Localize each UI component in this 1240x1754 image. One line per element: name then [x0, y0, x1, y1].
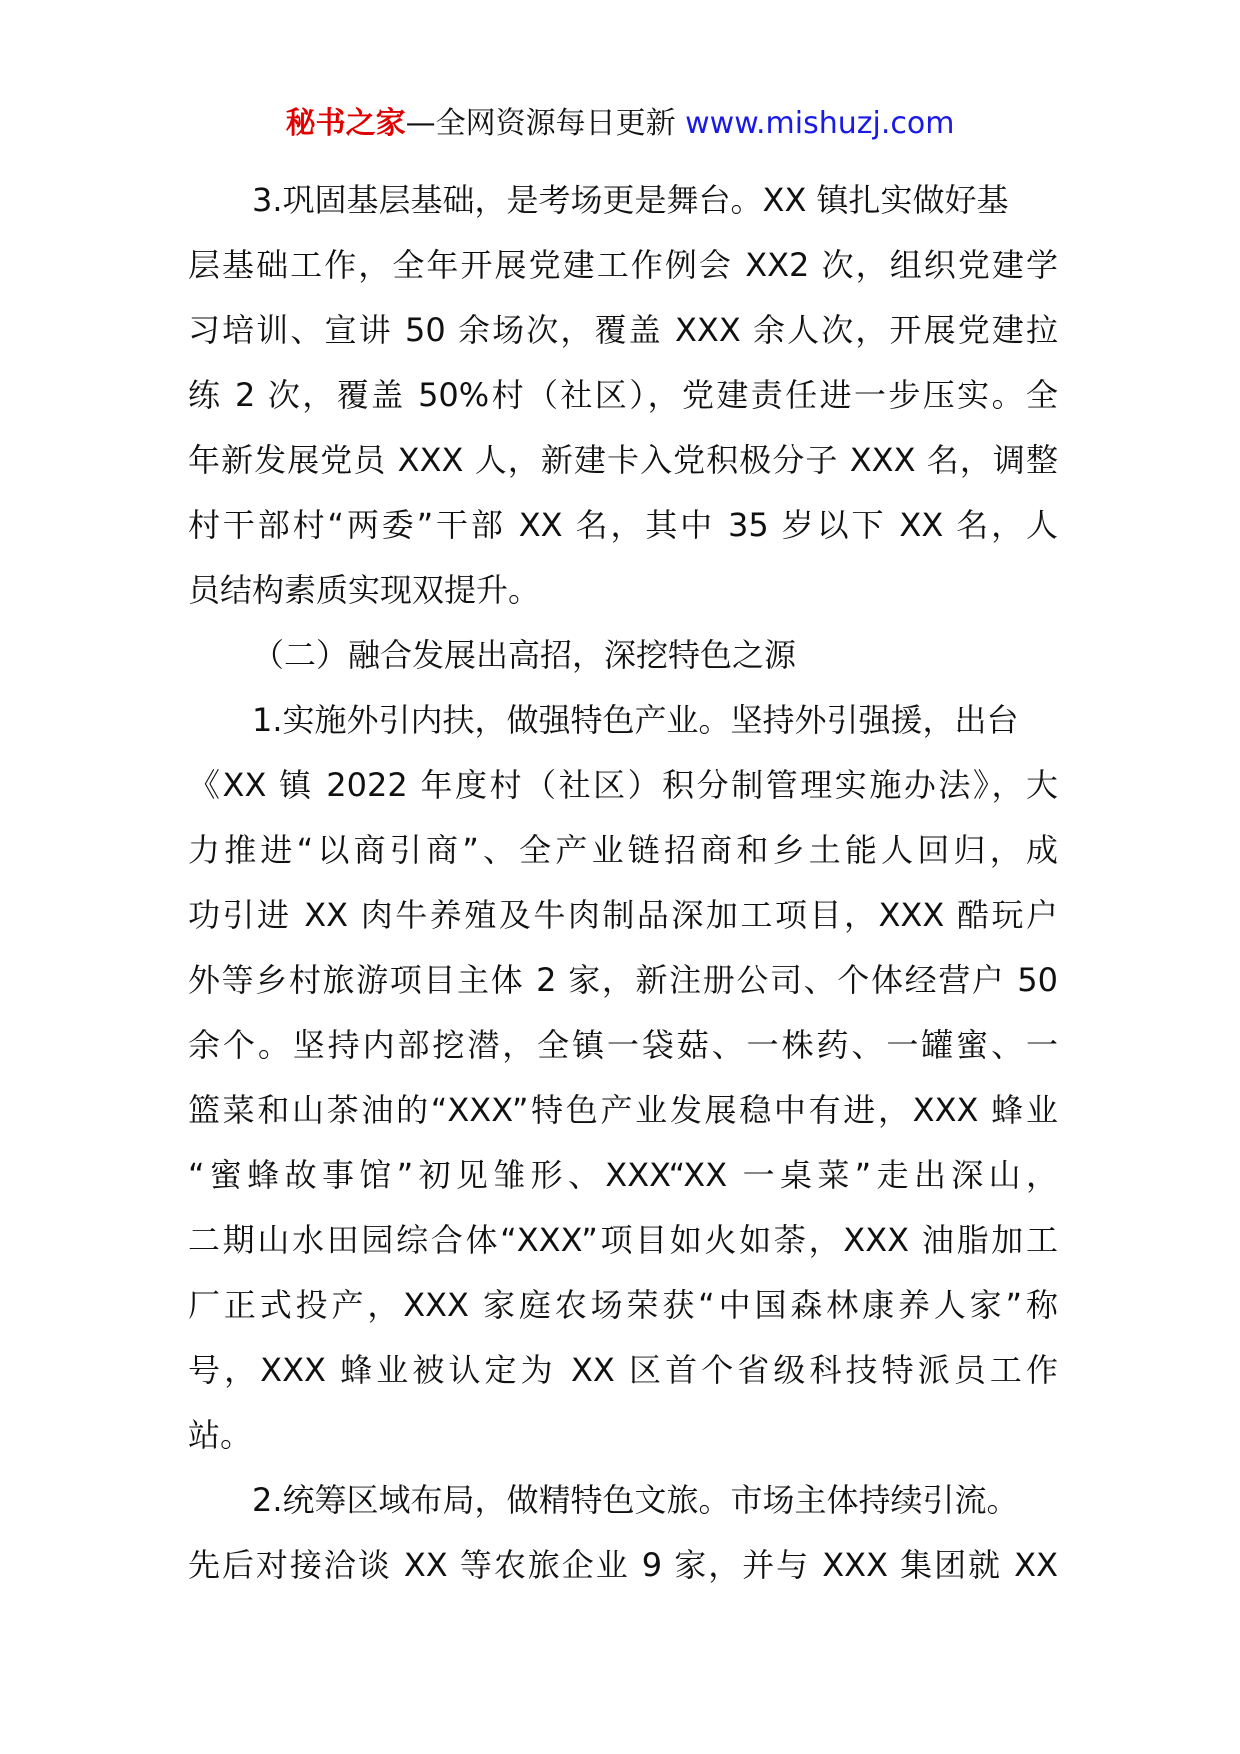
paragraph-line: 习培训、宣讲 50 余场次，覆盖 XXX 余人次，开展党建拉: [188, 311, 1058, 349]
paragraph-line: 二期山水田园综合体“XXX”项目如火如荼，XXX 油脂加工: [188, 1221, 1058, 1259]
paragraph-line: 年新发展党员 XXX 人，新建卡入党积极分子 XXX 名，调整: [188, 441, 1058, 479]
paragraph-line: 村干部村“两委”干部 XX 名，其中 35 岁以下 XX 名，人: [188, 506, 1058, 544]
section-heading: （二）融合发展出高招，深挖特色之源: [252, 636, 797, 674]
paragraph-line: 先后对接洽谈 XX 等农旅企业 9 家，并与 XXX 集团就 XX: [188, 1546, 1058, 1584]
header-tagline: —全网资源每日更新: [405, 106, 686, 141]
paragraph-line: 3.巩固基层基础，是考场更是舞台。XX 镇扎实做好基: [252, 181, 1009, 219]
paragraph-line: 功引进 XX 肉牛养殖及牛肉制品深加工项目，XXX 酷玩户: [188, 896, 1058, 934]
paragraph-line: 外等乡村旅游项目主体 2 家，新注册公司、个体经营户 50: [188, 961, 1058, 999]
paragraph-line: 《XX 镇 2022 年度村（社区）积分制管理实施办法》，大: [188, 766, 1058, 804]
paragraph-line: 2.统筹区域布局，做精特色文旅。市场主体持续引流。: [252, 1481, 1019, 1519]
header-brand: 秘书之家: [285, 106, 406, 141]
paragraph-line: 员结构素质实现双提升。: [188, 571, 541, 609]
paragraph-line: 号，XXX 蜂业被认定为 XX 区首个省级科技特派员工作: [188, 1351, 1058, 1389]
paragraph-line: 站。: [188, 1416, 253, 1454]
paragraph-line: 篮菜和山茶油的“XXX”特色产业发展稳中有进，XXX 蜂业: [188, 1091, 1058, 1129]
paragraph-line: 厂正式投产，XXX 家庭农场荣获“中国森林康养人家”称: [188, 1286, 1058, 1324]
document-body: [188, 168, 1058, 1598]
paragraph-line: 1.实施外引内扶，做强特色产业。坚持外引强援，出台: [252, 701, 1019, 739]
paragraph-line: 练 2 次，覆盖 50%村（社区），党建责任进一步压实。全: [188, 376, 1058, 414]
paragraph-line: “蜜蜂故事馆”初见雏形、XXX“XX 一桌菜”走出深山，: [188, 1156, 1058, 1194]
page-header: [0, 104, 1240, 144]
header-url-link[interactable]: www.mishuzj.com: [685, 106, 955, 141]
paragraph-line: 层基础工作，全年开展党建工作例会 XX2 次，组织党建学: [188, 246, 1058, 284]
paragraph-line: 力推进“以商引商”、全产业链招商和乡土能人回归，成: [188, 831, 1058, 869]
paragraph-line: 余个。坚持内部挖潜，全镇一袋菇、一株药、一罐蜜、一: [188, 1026, 1058, 1064]
